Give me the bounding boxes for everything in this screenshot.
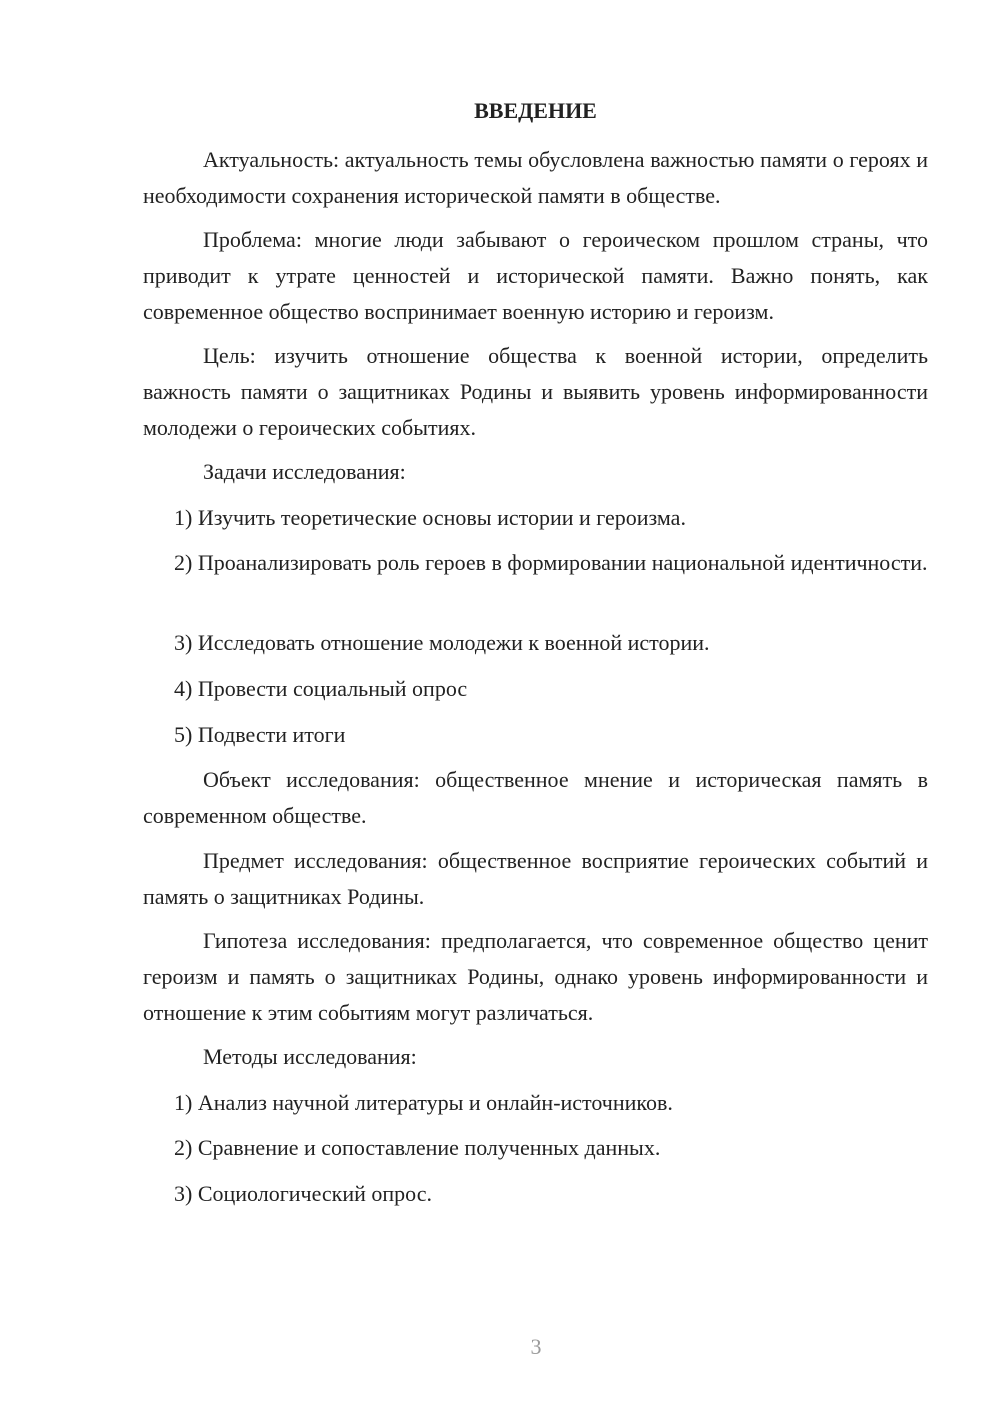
task-item: 2) Проанализировать роль героев в формировании национальной идентичности. (174, 550, 928, 575)
methods-title: Методы исследования: (203, 1044, 417, 1069)
page-title: ВВЕДЕНИЕ (474, 98, 597, 123)
page-number: 3 (530, 1334, 542, 1359)
task-item: 1) Изучить теоретические основы истории и героизма. (174, 505, 686, 530)
paragraph-problem: Проблема: многие люди забывают о героическом прошлом страны, что приводит к утрате ценностей и исторической памяти. Важно понять, как современное общество воспринимает военную историю и героизм. (143, 227, 928, 324)
paragraph-hypothesis: Гипотеза исследования: предполагается, что современное общество ценит героизм и память о защитниках Родины, однако уровень информированности и отношение к этим событиям могут различаться. (143, 928, 928, 1025)
paragraph-relevance: Актуальность: актуальность темы обусловлена важностью памяти о героях и необходимости сохранения исторической памяти в обществе. (143, 147, 928, 208)
method-item: 3) Социологический опрос. (174, 1181, 432, 1206)
task-item: 5) Подвести итоги (174, 722, 346, 747)
paragraph-goal: Цель: изучить отношение общества к военной истории, определить важность памяти о защитниках Родины и выявить уровень информированности молодежи о героических событиях. (143, 343, 928, 440)
method-item: 2) Сравнение и сопоставление полученных данных. (174, 1135, 661, 1160)
method-item: 1) Анализ научной литературы и онлайн-источников. (174, 1090, 673, 1115)
task-item: 4) Провести социальный опрос (174, 676, 468, 701)
paragraph-object: Объект исследования: общественное мнение и историческая память в современном обществе. (143, 767, 928, 828)
tasks-title: Задачи исследования: (203, 459, 406, 484)
paragraph-subject: Предмет исследования: общественное восприятие героических событий и память о защитниках Родины. (143, 848, 928, 909)
task-item: 3) Исследовать отношение молодежи к военной истории. (174, 630, 710, 655)
